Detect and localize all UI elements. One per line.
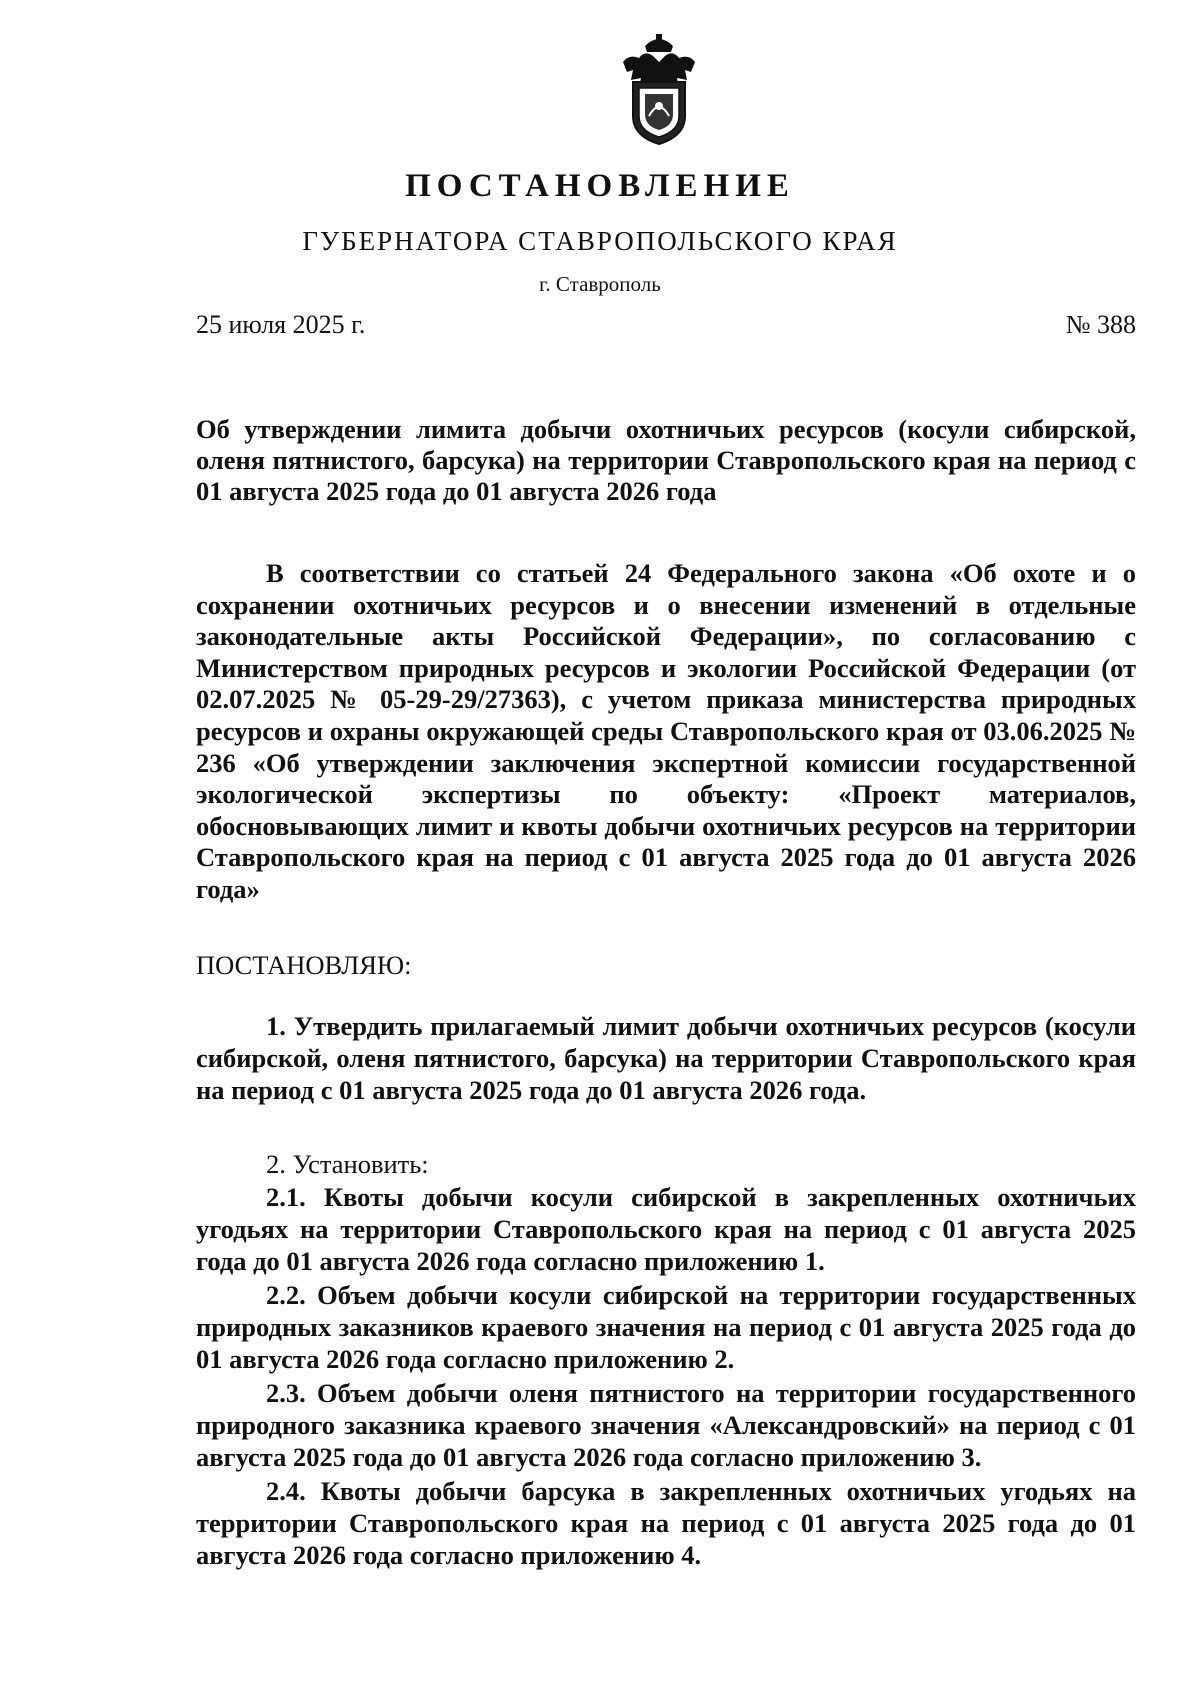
decree-word: ПОСТАНОВЛЯЮ: — [196, 950, 412, 980]
document-date: 25 июля 2025 г. — [196, 310, 366, 339]
city-of-issue: г. Ставрополь — [539, 272, 661, 296]
coat-of-arms-icon — [615, 32, 703, 148]
document-type-heading: ПОСТАНОВЛЕНИЕ — [405, 168, 795, 204]
document-number: № 388 — [1065, 310, 1136, 339]
decree-item-2-1: 2.1. Квоты добычи косули сибирской в закрепленных охотничьих угодьях на территории Ставропольского края на период с 01 августа 2025 года до 01 августа 2026 года согласно приложению 1. — [196, 1182, 1136, 1276]
decree-item-2: 2. Установить: — [266, 1149, 429, 1179]
document-title: Об утверждении лимита добычи охотничьих ресурсов (косули сибирской, оленя пятнистого, барсука) на территории Ставропольского края на период с 01 августа 2025 года до 01 августа 2026 года — [196, 414, 1136, 506]
decree-item-1: 1. Утвердить прилагаемый лимит добычи охотничьих ресурсов (косули сибирской, оленя пятнистого, барсука) на территории Ставропольского края на период с 01 августа 2025 года до 01 августа 2026 года. — [196, 1011, 1136, 1105]
issuing-authority: ГУБЕРНАТОРА СТАВРОПОЛЬСКОГО КРАЯ — [302, 226, 898, 256]
decree-item-2-2: 2.2. Объем добычи косули сибирской на территории государственных природных заказников краевого значения на период с 01 августа 2025 года до 01 августа 2026 года согласно приложению 2. — [196, 1280, 1136, 1374]
preamble-paragraph: В соответствии со статьей 24 Федерального закона «Об охоте и о сохранении охотничьих ресурсов и о внесении изменений в отдельные законодательные акты Российской Федерации», по согласованию с Министерством природных ресурсов и экологии Российской Федерации (от 02.07.2025 № 05-29-29/27363), с учетом приказа министерства природных ресурсов и охраны окружающей среды Ставропольского края от 03.06.2025 № 236 «Об утверждении заключения экспертной комиссии государственной экологической экспертизы по объекту: «Проект материалов, обосновывающих лимит и квоты добычи охотничьих ресурсов на территории Ставропольского края на период с 01 августа 2025 года до 01 августа 2026 года» — [196, 558, 1136, 904]
decree-item-2-3: 2.3. Объем добычи оленя пятнистого на территории государственного природного заказника краевого значения «Александровский» на период с 01 августа 2025 года до 01 августа 2026 года согласно приложению 3. — [196, 1378, 1136, 1472]
decree-item-2-4: 2.4. Квоты добычи барсука в закрепленных охотничьих угодьях на территории Ставропольского края на период с 01 августа 2025 года до 01 августа 2026 года согласно приложению 4. — [196, 1476, 1136, 1570]
